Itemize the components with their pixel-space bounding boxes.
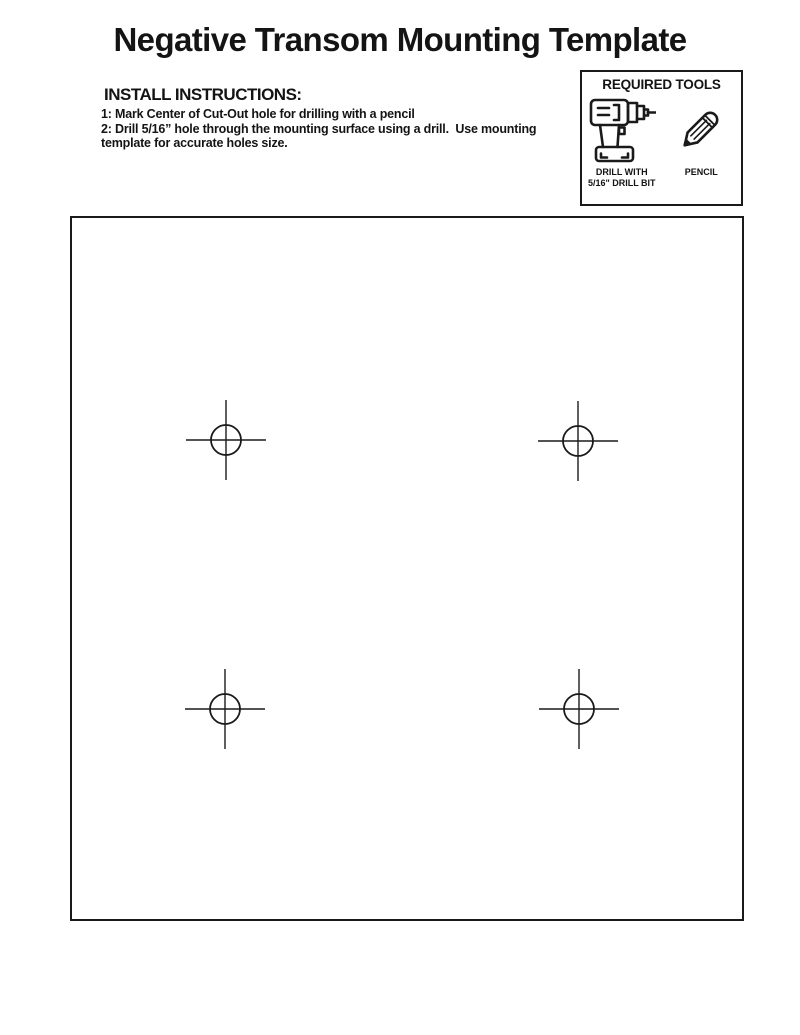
- drill-label: [588, 167, 656, 189]
- tool-drill: [582, 93, 662, 189]
- pencil-label-line-1: PENCIL: [684, 167, 718, 177]
- drill-hole-mark-2: [538, 401, 618, 481]
- pencil-label: [685, 167, 718, 178]
- install-instructions-heading: INSTALL INSTRUCTIONS:: [104, 85, 302, 104]
- drill-hole-mark-3: [185, 669, 265, 749]
- drill-hole-mark-1: [186, 400, 266, 480]
- install-instructions: [101, 86, 536, 151]
- instruction-line-3: template for accurate holes size.: [101, 136, 288, 151]
- instruction-line-2: 2: Drill 5/16” hole through the mounting surface using a drill. Use mounting: [101, 121, 537, 136]
- instruction-line-1: 1: Mark Center of Cut-Out hole for drilling with a pencil: [101, 107, 415, 121]
- page-title: Negative Transom Mounting Template: [113, 21, 687, 58]
- required-tools-box: [580, 70, 743, 206]
- template-square: [70, 216, 744, 921]
- drill-hole-mark-4: [539, 669, 619, 749]
- drill-label-line-2: 5/16" DRILL BIT: [587, 178, 656, 188]
- tools-row: [582, 93, 741, 189]
- drill-label-line-1: DRILL WITH: [595, 167, 648, 177]
- pencil-icon: [669, 93, 733, 165]
- drill-icon: [588, 93, 656, 165]
- tool-pencil: [662, 93, 742, 189]
- required-tools-title: REQUIRED TOOLS: [602, 77, 721, 92]
